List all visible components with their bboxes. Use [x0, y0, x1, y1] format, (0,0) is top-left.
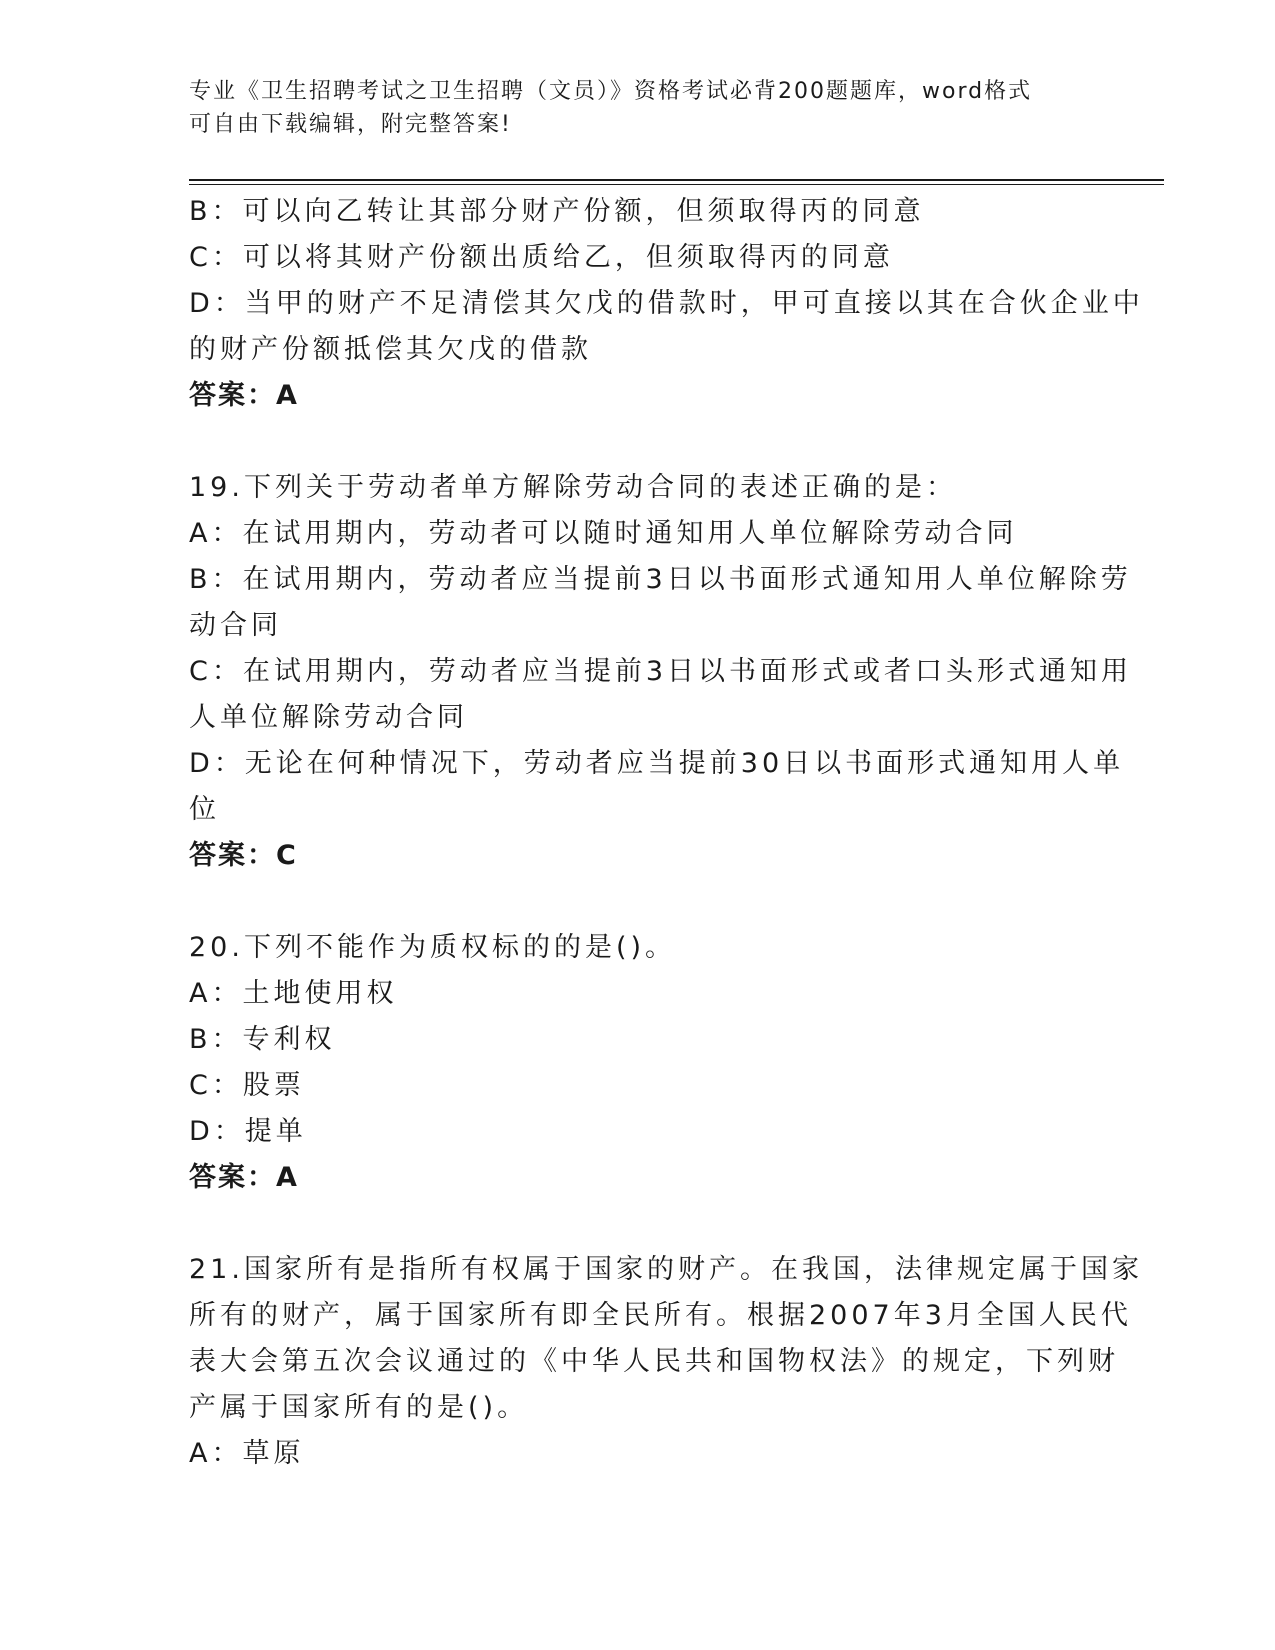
- question-stem-line-1: 21.国家所有是指所有权属于国家的财产。在我国，法律规定属于国家: [189, 1254, 1143, 1285]
- header-title-line-2: 可自由下载编辑，附完整答案!: [189, 112, 512, 137]
- option-b-line-2: 动合同: [189, 610, 282, 641]
- spacer: [189, 879, 1079, 925]
- question-21: [189, 1247, 1143, 1477]
- option-c: C：可以将其财产份额出质给乙，但须取得丙的同意: [189, 242, 894, 273]
- option-c-line-1: C：在试用期内，劳动者应当提前3日以书面形式或者口头形式通知用: [189, 656, 1133, 687]
- option-b-line-1: B：在试用期内，劳动者应当提前3日以书面形式通知用人单位解除劳: [189, 564, 1132, 595]
- option-d-line-2: 的财产份额抵偿其欠戊的借款: [189, 334, 592, 365]
- option-a: A：在试用期内，劳动者可以随时通知用人单位解除劳动合同: [189, 518, 1018, 549]
- header-title-line-1: 专业《卫生招聘考试之卫生招聘（文员）》资格考试必背200题题库，word格式: [189, 79, 1033, 104]
- document-body: [189, 189, 1144, 1477]
- spacer: [189, 419, 1079, 465]
- answer: 答案：A: [189, 380, 299, 411]
- answer: 答案：C: [189, 840, 298, 871]
- option-a: A：土地使用权: [189, 978, 398, 1009]
- question-18-continued: [189, 189, 1144, 419]
- option-d-line-1: D：当甲的财产不足清偿其欠戊的借款时，甲可直接以其在合伙企业中: [189, 288, 1144, 319]
- option-d-line-2: 位: [189, 794, 220, 825]
- question-stem-line-2: 所有的财产，属于国家所有即全民所有。根据2007年3月全国人民代: [189, 1300, 1132, 1331]
- question-stem: 19.下列关于劳动者单方解除劳动合同的表述正确的是：: [189, 472, 957, 503]
- option-b: B：可以向乙转让其部分财产份额，但须取得丙的同意: [189, 196, 925, 227]
- question-19: [189, 465, 1133, 879]
- option-c: C：股票: [189, 1070, 305, 1101]
- header-rule-thick: [189, 179, 1164, 181]
- question-stem: 20.下列不能作为质权标的的是()。: [189, 932, 677, 963]
- option-c-line-2: 人单位解除劳动合同: [189, 702, 468, 733]
- answer: 答案：A: [189, 1162, 299, 1193]
- document-header: [189, 75, 1069, 141]
- question-20: [189, 925, 1079, 1201]
- question-stem-line-4: 产属于国家所有的是()。: [189, 1392, 529, 1423]
- header-rule-thin: [189, 184, 1164, 185]
- option-d-line-1: D：无论在何种情况下，劳动者应当提前30日以书面形式通知用人单: [189, 748, 1125, 779]
- option-a: A：草原: [189, 1438, 305, 1469]
- option-d: D：提单: [189, 1116, 307, 1147]
- question-stem-line-3: 表大会第五次会议通过的《中华人民共和国物权法》的规定，下列财: [189, 1346, 1119, 1377]
- option-b: B：专利权: [189, 1024, 336, 1055]
- spacer: [189, 1201, 1079, 1247]
